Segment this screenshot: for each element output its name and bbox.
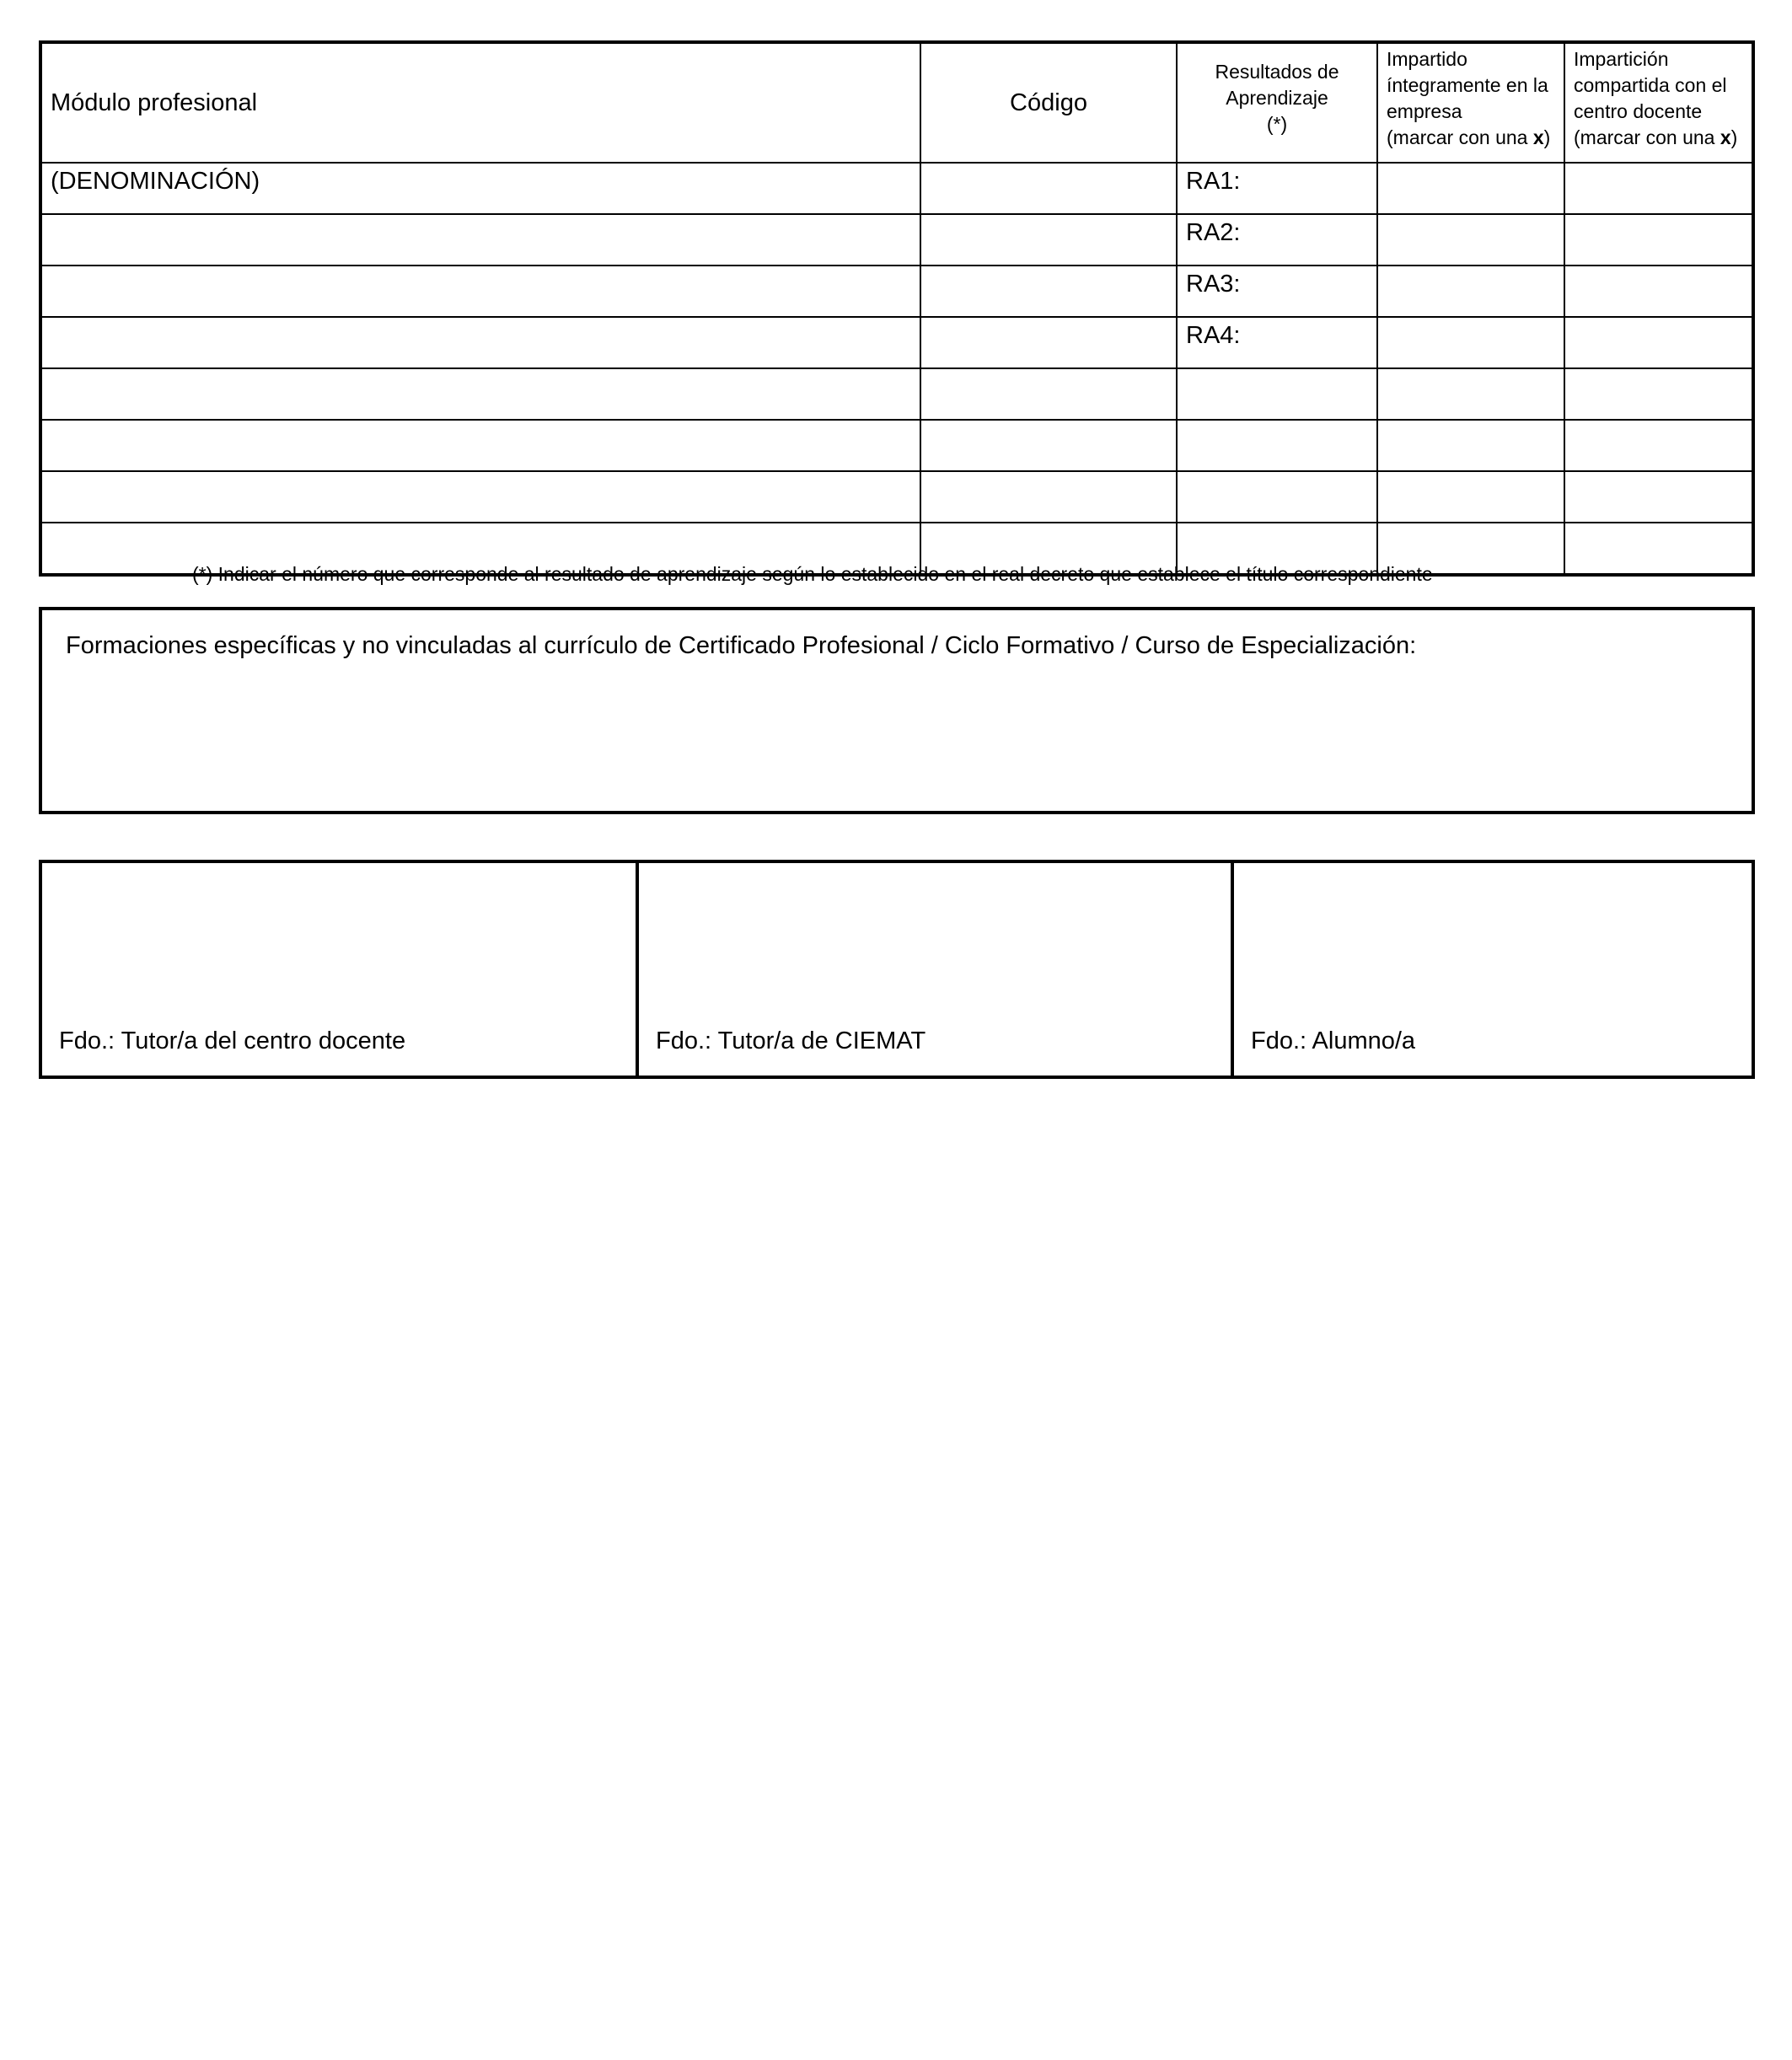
formaciones-box[interactable] [39, 607, 1755, 814]
signature-label-tutor-ciemat: Fdo.: Tutor/a de CIEMAT [656, 1027, 926, 1054]
cell-empresa-check[interactable] [1377, 163, 1564, 214]
header-centro-mark: x [1720, 126, 1731, 148]
cell-empresa-check[interactable] [1377, 420, 1564, 471]
signature-box-alumno[interactable] [1231, 863, 1752, 1076]
table-row [40, 163, 1753, 214]
signature-label-tutor-centro: Fdo.: Tutor/a del centro docente [59, 1027, 406, 1054]
table-row [40, 420, 1753, 471]
header-impartido-empresa [1377, 42, 1564, 163]
cell-codigo[interactable] [920, 266, 1177, 317]
header-resultados-line3: (*) [1266, 113, 1288, 135]
cell-centro-check[interactable] [1564, 420, 1753, 471]
header-empresa-line3: empresa [1387, 100, 1462, 122]
header-resultados-line2: Aprendizaje [1226, 87, 1328, 109]
cell-modulo[interactable] [40, 266, 920, 317]
formaciones-label: Formaciones específicas y no vinculadas al currículo de Certificado Profesional / Ciclo Formativo / Curso de Especialización: [66, 632, 1417, 659]
header-centro-line4-post: ) [1730, 126, 1738, 148]
modules-table [39, 40, 1755, 577]
cell-ra[interactable]: RA3: [1177, 266, 1377, 317]
header-codigo: Código [920, 42, 1177, 163]
cell-empresa-check[interactable] [1377, 317, 1564, 368]
header-centro-line3: centro docente [1574, 100, 1703, 122]
cell-modulo[interactable] [40, 471, 920, 523]
header-centro-line4-pre: (marcar con una [1574, 126, 1720, 148]
header-centro-line1: Impartición [1574, 48, 1669, 70]
cell-centro-check[interactable] [1564, 317, 1753, 368]
cell-centro-check[interactable] [1564, 471, 1753, 523]
cell-codigo[interactable] [920, 214, 1177, 266]
cell-codigo[interactable] [920, 317, 1177, 368]
cell-ra[interactable]: RA2: [1177, 214, 1377, 266]
cell-empresa-check[interactable] [1377, 471, 1564, 523]
cell-codigo[interactable] [920, 163, 1177, 214]
cell-modulo[interactable] [40, 420, 920, 471]
header-empresa-mark: x [1532, 126, 1544, 148]
cell-modulo[interactable] [40, 317, 920, 368]
cell-ra[interactable] [1177, 420, 1377, 471]
cell-empresa-check[interactable] [1377, 368, 1564, 420]
cell-ra[interactable] [1177, 368, 1377, 420]
cell-empresa-check[interactable] [1377, 214, 1564, 266]
header-empresa-line2: íntegramente en la [1387, 74, 1548, 96]
table-row [40, 266, 1753, 317]
cell-codigo[interactable] [920, 368, 1177, 420]
cell-empresa-check[interactable] [1377, 266, 1564, 317]
cell-centro-check[interactable] [1564, 214, 1753, 266]
header-empresa-line4-post: ) [1543, 126, 1551, 148]
cell-centro-check[interactable] [1564, 163, 1753, 214]
cell-ra[interactable]: RA1: [1177, 163, 1377, 214]
header-centro-line2: compartida con el [1574, 74, 1727, 96]
cell-codigo[interactable] [920, 420, 1177, 471]
header-modulo: Módulo profesional [40, 42, 920, 163]
table-row [40, 471, 1753, 523]
table-header-row [40, 42, 1753, 163]
cell-ra[interactable] [1177, 471, 1377, 523]
cell-modulo[interactable] [40, 368, 920, 420]
header-resultados [1177, 42, 1377, 163]
cell-modulo[interactable] [40, 214, 920, 266]
header-resultados-line1: Resultados de [1215, 61, 1339, 83]
cell-centro-check[interactable] [1564, 523, 1753, 575]
table-row [40, 214, 1753, 266]
cell-codigo[interactable] [920, 471, 1177, 523]
signature-box-tutor-centro[interactable] [42, 863, 636, 1076]
header-imparticion-compartida [1564, 42, 1753, 163]
header-empresa-line1: Impartido [1387, 48, 1467, 70]
cell-modulo[interactable]: (DENOMINACIÓN) [40, 163, 920, 214]
signature-label-alumno: Fdo.: Alumno/a [1251, 1027, 1416, 1054]
table-row [40, 368, 1753, 420]
cell-centro-check[interactable] [1564, 368, 1753, 420]
signatures-section [39, 860, 1755, 1079]
signature-box-tutor-ciemat[interactable] [636, 863, 1231, 1076]
form-page [39, 40, 1755, 1054]
header-empresa-line4-pre: (marcar con una [1387, 126, 1533, 148]
footnote: (*) Indicar el número que corresponde al resultado de aprendizaje según lo establecido en el real decreto que establece el título correspondiente [192, 563, 1433, 585]
cell-centro-check[interactable] [1564, 266, 1753, 317]
table-row [40, 317, 1753, 368]
cell-ra[interactable]: RA4: [1177, 317, 1377, 368]
